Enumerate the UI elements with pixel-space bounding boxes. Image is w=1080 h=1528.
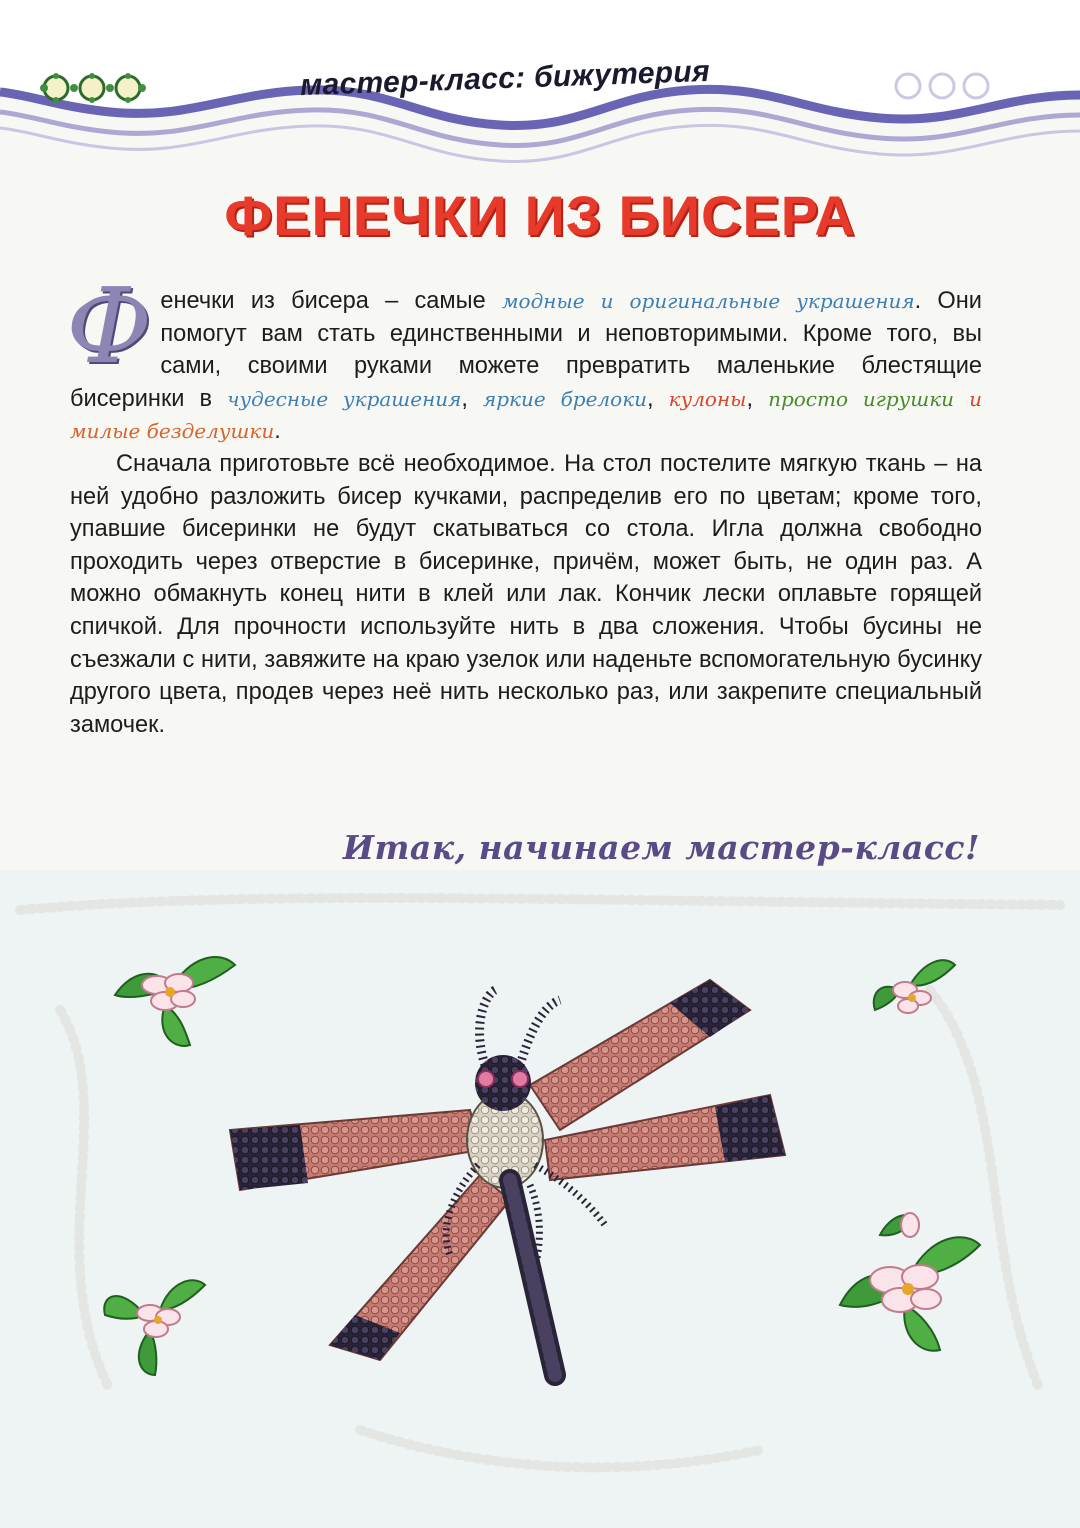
- page-title: ФЕНЕЧКИ ИЗ БИСЕРА: [224, 184, 856, 247]
- drop-cap: Ф: [66, 265, 153, 387]
- beaded-dragonfly-illustration: [210, 955, 810, 1395]
- highlight-phrase: и: [969, 386, 982, 411]
- intro-text: . Они помогут вам стать единственными и неповторимыми. Кроме того, вы сами, своими руками можете превратить маленькие блестящие бисеринки в: [70, 288, 982, 412]
- article-body: [66, 265, 982, 741]
- bead-chain-icon: [38, 68, 148, 108]
- intro-text: .: [274, 418, 281, 445]
- separator: ,: [746, 385, 769, 412]
- highlight-phrase: просто игрушки: [768, 386, 955, 411]
- separator: ,: [461, 385, 484, 412]
- instructions-paragraph: Сначала приготовьте всё необходимое. На стол постелите мягкую ткань – на ней удобно разложить бисер кучками, распределив его по цветам; кроме того, упавшие бисеринки не будут скатываться со стола. Игла должна свободно проходить через отверстие в бисеринке, причём, может быть, не один раз. А можно обмакнуть конец нити в клей или лак. Кончик лески оплавьте горящей спичкой. Для прочности используйте нить в два сложения. Чтобы бусины не съезжали с нити, завяжите на краю узелок или наденьте вспомогательную бусинку другого цвета, продев через неё нить несколько раз, или закрепите специальный замочек.: [70, 450, 982, 738]
- highlight-phrase: чудесные украшения: [227, 386, 462, 411]
- highlight-phrase: модные и оригинальные украшения: [501, 289, 915, 313]
- highlight-phrase: яркие брелоки: [483, 386, 648, 411]
- flower-icon: [820, 1195, 990, 1365]
- highlight-phrase: милые безделушки: [70, 419, 275, 444]
- flower-icon: [90, 1255, 220, 1385]
- separator: ,: [647, 385, 669, 412]
- section-label: мастер-класс: бижутерия: [299, 54, 711, 103]
- highlight-phrase: кулоны: [668, 386, 747, 411]
- flower-icon: [860, 940, 960, 1040]
- separator: [954, 386, 969, 412]
- intro-text: енечки из бисера – самые: [160, 288, 502, 314]
- closing-line: Итак, начинаем мастер-класс!: [342, 828, 980, 867]
- bead-chain-icon: [890, 66, 990, 106]
- intro-paragraph: [66, 265, 982, 448]
